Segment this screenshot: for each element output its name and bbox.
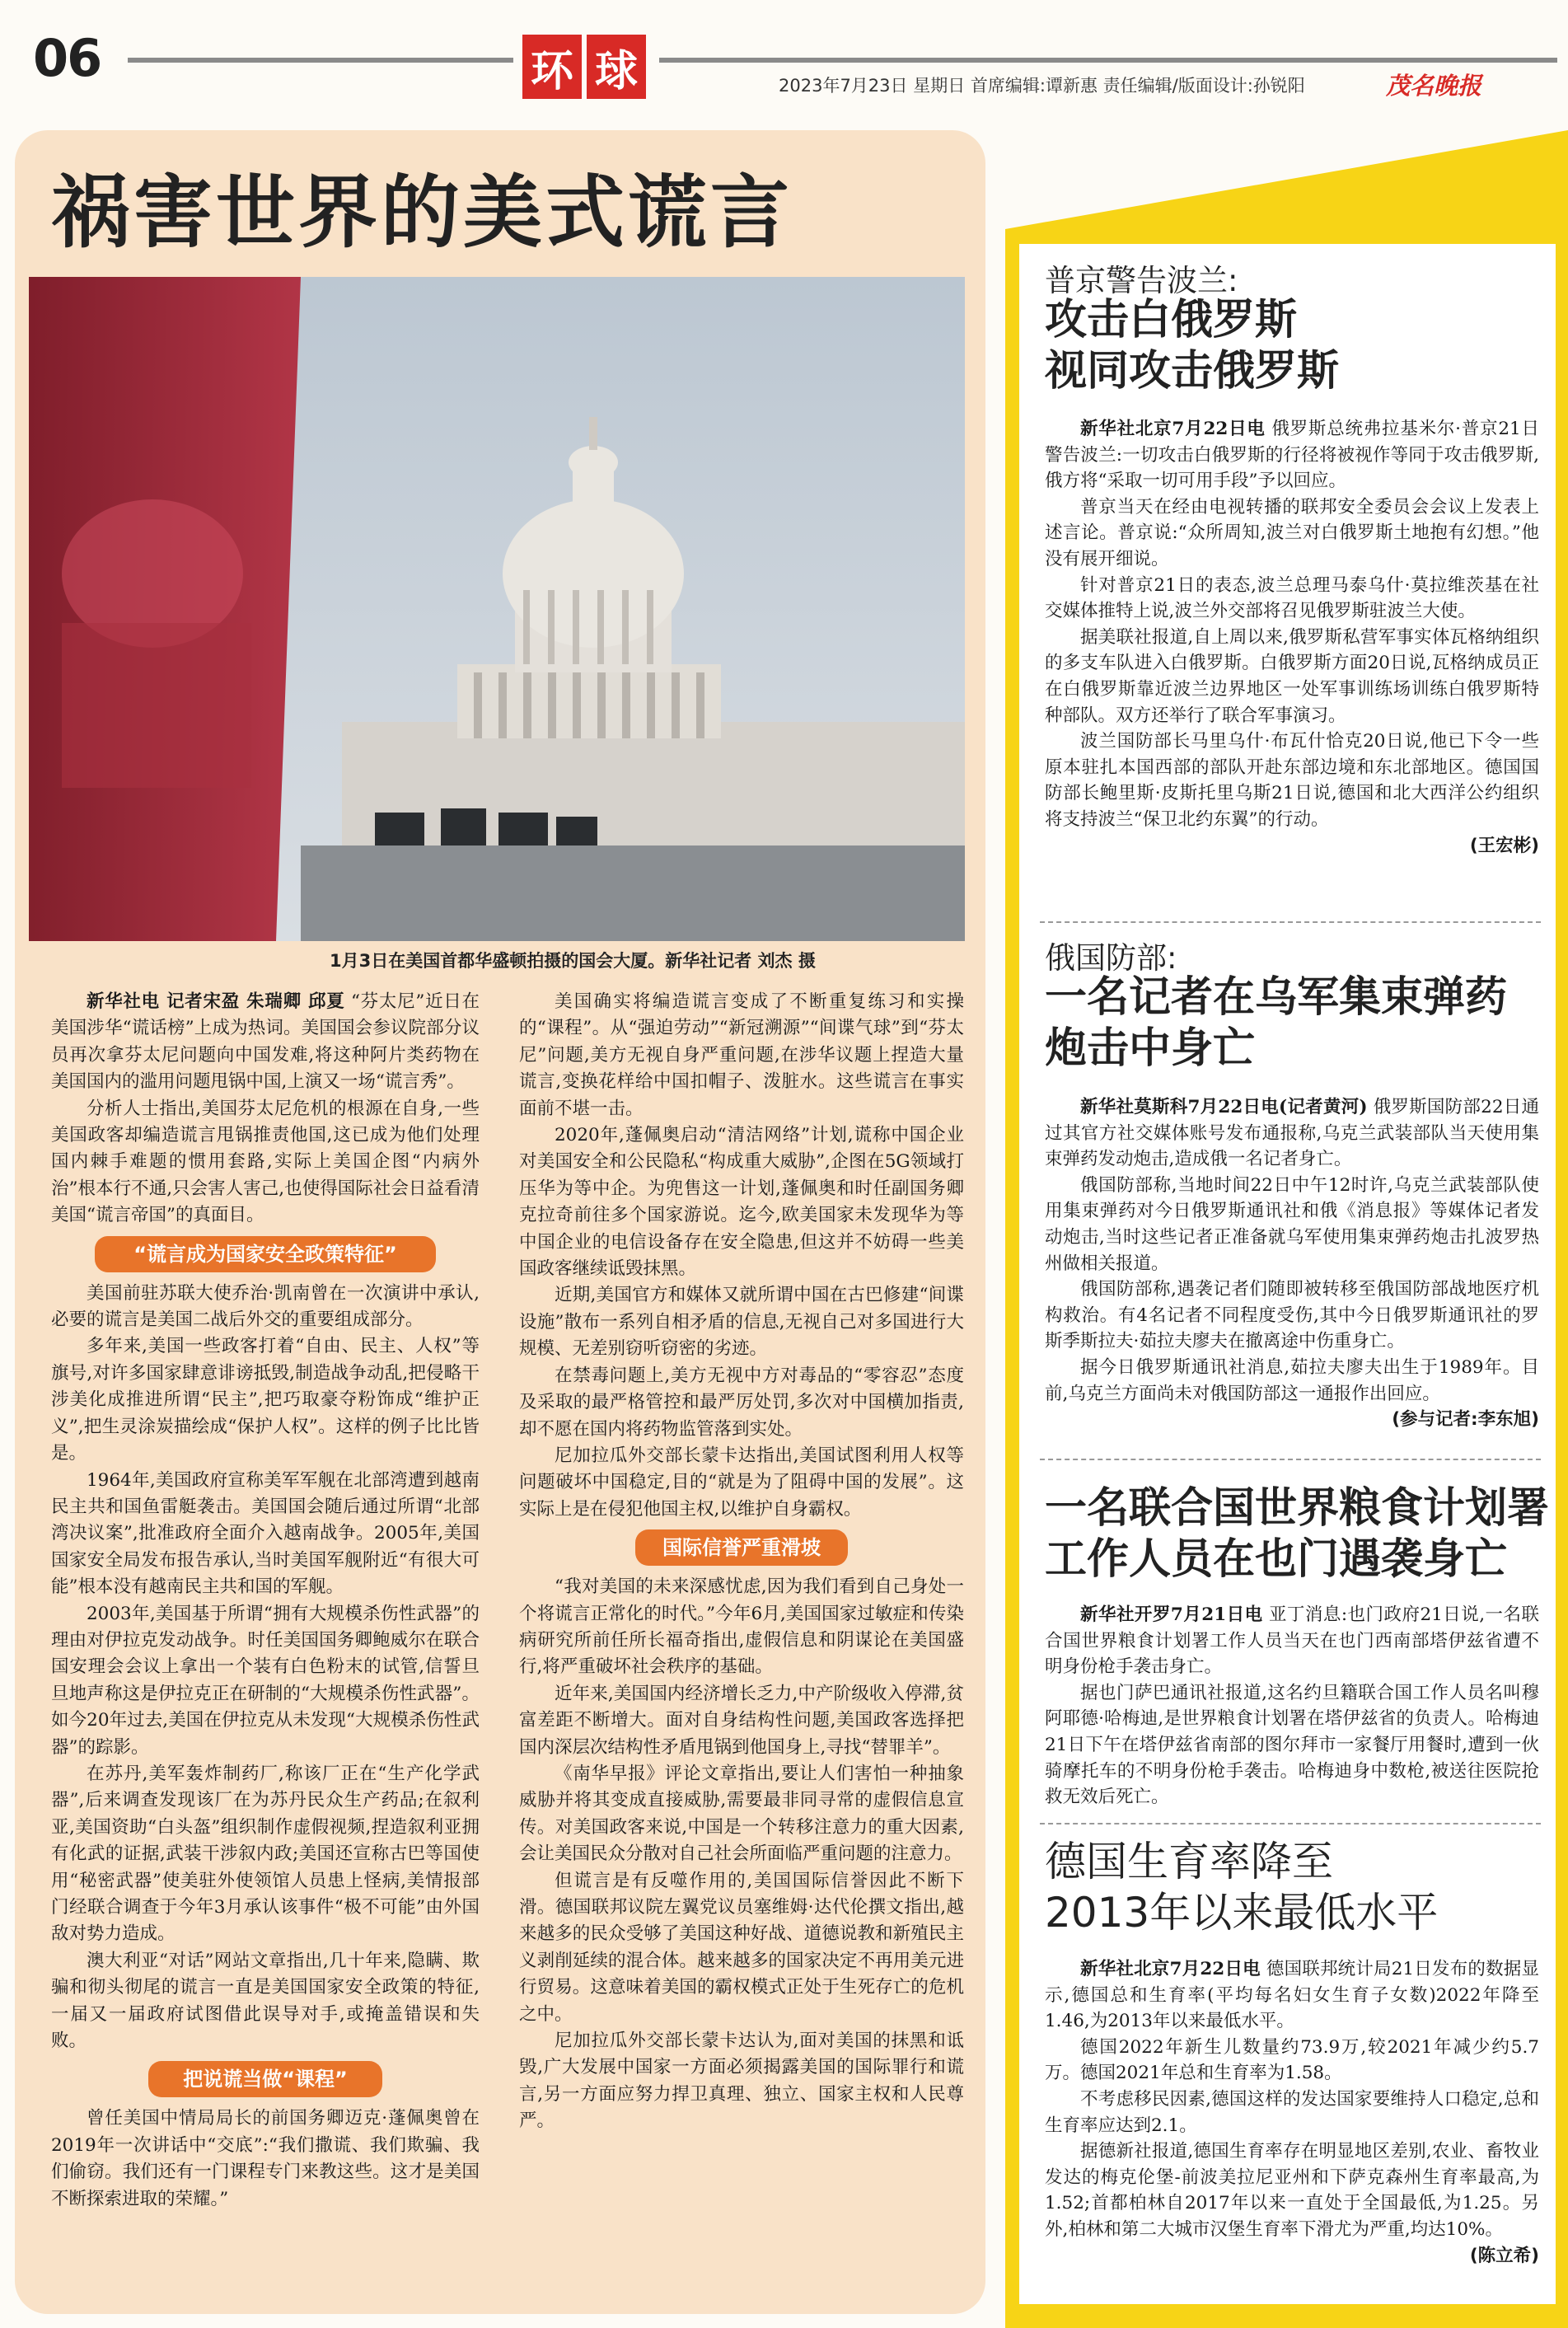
paragraph-text: 亚丁消息:也门政府21日说,一名联合国世界粮食计划署工作人员当天在也门西南部塔伊兹省遭不明身份枪手袭击身亡。: [1045, 1604, 1539, 1678]
story2-kicker: 俄国防部:: [1045, 940, 1177, 976]
article-paragraph: [51, 1761, 480, 1948]
story3-title-line2: 工作人员在也门遇袭身亡: [1045, 1535, 1508, 1584]
story1-title-line1: 攻击白俄罗斯: [1045, 296, 1298, 344]
paragraph-text: 在禁毒问题上,美方无视中方对毒品的“零容忍”态度及采取的最严格管控和最严厉处罚,多次对中国横加指责,却不愿在国内将药物监管落到实处。: [519, 1365, 964, 1440]
section-char-2: 球: [587, 35, 646, 99]
article-paragraph: [51, 989, 480, 1096]
article-paragraph: [519, 1868, 964, 2028]
paragraph-text: 1964年,美国政府宣称美军军舰在北部湾遭到越南民主共和国鱼雷艇袭击。美国国会随后通过所谓“北部湾决议案”,批准政府全面介入越南战争。2005年,美国国家安全局发布报告承认,当时美国军舰附近“有很大可能”根本没有越南民主共和国的军舰。: [51, 1469, 480, 1598]
paragraph-text: 俄罗斯国防部22日通过其官方社交媒体账号发布通报称,乌克兰武装部队当天使用集束弹药发动炮击,造成俄一名记者身亡。: [1045, 1097, 1539, 1170]
story-paragraph: [1045, 416, 1539, 494]
paragraph-text: “我对美国的未来深感忧虑,因为我们看到自己身处一个将谎言正常化的时代。”今年6月,美国国家过敏症和传染病研究所前任所长福奇指出,虚假信息和阴谋论在美国盛行,将严重破坏社会秩序的基础。: [519, 1576, 964, 1678]
article-paragraph: [51, 1948, 480, 2055]
story-paragraph: [1045, 1680, 1539, 1810]
story1-title-line2: 视同攻击俄罗斯: [1045, 347, 1340, 396]
story-divider: [1040, 1823, 1541, 1824]
paragraph-text: 俄国防部称,当地时间22日中午12时许,乌克兰武装部队使用集束弹药对今日俄罗斯通讯社和俄《消息报》等媒体记者发动炮击,当时这些记者正准备就乌军使用集束弹药炮击扎波罗热州做相关报道。: [1045, 1174, 1539, 1274]
paragraph-text: 不考虑移民因素,德国这样的发达国家要维持人口稳定,总和生育率应达到2.1。: [1045, 2088, 1539, 2136]
paragraph-text: 据今日俄罗斯通讯社消息,茹拉夫廖夫出生于1989年。目前,乌克兰方面尚未对俄国防部这一通报作出回应。: [1045, 1356, 1539, 1404]
story2-title-line1: 一名记者在乌军集束弹药: [1045, 973, 1508, 1022]
story2-body: [1045, 1094, 1539, 1433]
paragraph-text: 澳大利亚“对话”网站文章指出,几十年来,隐瞒、欺骗和彻头彻尾的谎言一直是美国国家安全政策的特征,一届又一届政府试图借此误导对手,或掩盖错误和失败。: [51, 1950, 480, 2052]
story3-title-line1: 一名联合国世界粮食计划署: [1045, 1484, 1550, 1533]
dateline: 2023年7月23日 星期日 首席编辑:谭新惠 责任编辑/版面设计:孙锐阳: [779, 76, 1305, 96]
article-paragraph: [51, 1281, 480, 1334]
story-paragraph: [1045, 573, 1539, 625]
story-paragraph: [1045, 1602, 1539, 1680]
article-paragraph: [519, 1443, 964, 1523]
article-paragraph: [519, 1122, 964, 1282]
story-divider: [1040, 921, 1541, 923]
article-paragraph: [51, 1601, 480, 1761]
subheading-bar: 国际信誉严重滑坡: [635, 1529, 848, 1566]
paragraph-text: 但谎言是有反噬作用的,美国国际信誉因此不断下滑。德国联邦议院左翼党议员塞维姆·达代伦撰文指出,越来越多的民众受够了美国这种好战、道德说教和新殖民主义剥削延续的混合体。越来越多的国家决定不再用美元进行贸易。这意味着美国的霸权模式正处于生死存亡的危机之中。: [519, 1870, 964, 2025]
paragraph-text: 尼加拉瓜外交部长蒙卡达认为,面对美国的抹黑和诋毁,广大发展中国家一方面必须揭露美国的国际罪行和谎言,另一方面应努力捍卫真理、独立、国家主权和人民尊严。: [519, 2031, 964, 2132]
article-paragraph: [519, 1574, 964, 1681]
story-paragraph: [1045, 1276, 1539, 1355]
story2-title-line2: 炮击中身亡: [1045, 1024, 1256, 1073]
story4-title-line2: 2013年以来最低水平: [1045, 1889, 1439, 1937]
story-byline: (陈立希): [1469, 2245, 1539, 2266]
story-paragraph: [1045, 2035, 1539, 2087]
subheading-bar: 把说谎当做“课程”: [148, 2061, 382, 2097]
paragraph-text: 德国2022年新生儿数量约73.9万,较2021年减少约5.7万。德国2021年总和生育率为1.58。: [1045, 2036, 1539, 2084]
story-paragraph: [1045, 494, 1539, 573]
story-byline: (参与记者:李东旭): [1392, 1409, 1539, 1431]
story-paragraph: [1045, 1094, 1539, 1173]
paragraph-text: 波兰国防部长马里乌什·布瓦什恰克20日说,他已下令一些原本驻扎本国西部的部队开赴东部边境和东北部地区。德国国防部长鲍里斯·皮斯托里乌斯21日说,德国和北大西洋公约组织将支持波兰“保卫北约东翼”的行动。: [1045, 731, 1539, 830]
dateline-lead: 新华社电 记者宋盈 朱瑞卿 邱夏: [87, 991, 345, 1012]
article-paragraph: [519, 989, 964, 1122]
article-paragraph: [51, 1096, 480, 1230]
story-divider: [1040, 1459, 1541, 1460]
article-paragraph: [519, 1681, 964, 1761]
main-headline: 祸害世界的美式谎言: [51, 166, 793, 259]
paragraph-text: 据美联社报道,自上周以来,俄罗斯私营军事实体瓦格纳组织的多支车队进入白俄罗斯。白俄罗斯方面20日说,瓦格纳成员正在白俄罗斯靠近波兰边界地区一处军事训练场训练白俄罗斯特种部队。双方还举行了联合军事演习。: [1045, 626, 1539, 726]
story3-body: [1045, 1602, 1539, 1810]
paragraph-text: 美国确实将编造谎言变成了不断重复练习和实操的“课程”。从“强迫劳动”“新冠溯源”“间谍气球”到“芬太尼”问题,美方无视自身严重问题,在涉华议题上捏造大量谎言,变换花样给中国扣帽子、泼脏水。这些谎言在事实面前不堪一击。: [519, 991, 964, 1119]
paragraph-text: 《南华早报》评论文章指出,要让人们害怕一种抽象威胁并将其变成直接威胁,需要最非同寻常的虚假信息宣传。对美国政客来说,中国是一个转移注意力的重大因素,会让美国民众分散对自己社会所面临严重问题的注意力。: [519, 1763, 964, 1865]
story1-body: [1045, 416, 1539, 859]
capitol-photo: [29, 277, 965, 941]
paragraph-text: 多年来,美国一些政客打着“自由、民主、人权”等旗号,对许多国家肆意诽谤抵毁,制造战争动乱,把侵略干涉美化成推进所谓“民主”,把巧取豪夺粉饰成“维护正义”,把生灵涂炭描绘成“保护人权”。这样的例子比比皆是。: [51, 1336, 480, 1464]
paragraph-text: 美国前驻苏联大使乔治·凯南曾在一次演讲中承认,必要的谎言是美国二战后外交的重要组成部分。: [51, 1282, 480, 1331]
story-paragraph: [1045, 1173, 1539, 1276]
article-paragraph: [519, 1363, 964, 1443]
story4-body: [1045, 1956, 1539, 2269]
article-paragraph: [519, 1761, 964, 1868]
article-paragraph: [51, 2106, 480, 2213]
newspaper-logo: 茂名晚报: [1386, 72, 1482, 100]
story-paragraph: [1045, 1355, 1539, 1407]
story4-title-line1: 德国生育率降至: [1045, 1838, 1333, 1885]
article-paragraph: [519, 2028, 964, 2135]
paragraph-text: 在苏丹,美军轰炸制药厂,称该厂正在“生产化学武器”,后来调查发现该厂在为苏丹民众生产药品;在叙利亚,美国资助“白头盔”组织制作虚假视频,捏造叙利亚拥有化武的证据,武装干涉叙内政;美国还宣称古巴等国使用“秘密武器”使美驻外使领馆人员患上怪病,美情报部门经联合调查于今年3月承认该事件“极不可能”由外国敌对势力造成。: [51, 1763, 480, 1945]
capitol-illustration: [29, 277, 965, 941]
paragraph-text: 俄国防部称,遇袭记者们随即被转移至俄国防部战地医疗机构救治。有4名记者不同程度受伤,其中今日俄罗斯通讯社的罗斯季斯拉夫·茹拉夫廖夫在撤离途中伤重身亡。: [1045, 1279, 1539, 1352]
paragraph-text: 分析人士指出,美国芬太尼危机的根源在自身,一些美国政客却编造谎言甩锅推责他国,这已成为他们处理国内棘手难题的惯用套路,实际上美国企图“内病外治”根本行不通,只会害人害己,也使得国际社会日益看清美国“谎言帝国”的真面目。: [51, 1098, 480, 1226]
story-byline: (王宏彬): [1469, 835, 1539, 856]
paragraph-text: 普京当天在经由电视转播的联邦安全委员会会议上发表上述言论。普京说:“众所周知,波兰对白俄罗斯土地抱有幻想。”他没有展开细说。: [1045, 496, 1539, 569]
article-paragraph: [51, 1468, 480, 1601]
article-paragraph: [51, 1333, 480, 1467]
paragraph-text: 据也门萨巴通讯社报道,这名约旦籍联合国工作人员名叫穆阿耶德·哈梅迪,是世界粮食计划署在塔伊兹省的负责人。哈梅迪21日下午在塔伊兹省南部的图尔拜市一家餐厅用餐时,遭到一伙骑摩托车的不明身份枪手袭击。哈梅迪身中数枪,被送往医院抢救无效后死亡。: [1045, 1682, 1539, 1808]
story-dateline: 新华社开罗7月21日电: [1080, 1604, 1263, 1625]
paragraph-text: 尼加拉瓜外交部长蒙卡达指出,美国试图利用人权等问题破坏中国稳定,目的“就是为了阻碍中国的发展”。这实际上是在侵犯他国主权,以维护自身霸权。: [519, 1445, 964, 1520]
paragraph-text: 俄罗斯总统弗拉基米尔·普京21日警告波兰:一切攻击白俄罗斯的行径将被视作等同于攻击俄罗斯,俄方将“采取一切可用手段”予以回应。: [1045, 419, 1539, 492]
paragraph-text: 据德新社报道,德国生育率存在明显地区差别,农业、畜牧业发达的梅克伦堡-前波美拉尼亚州和下萨克森州生育率最高,为1.52;首都柏林自2017年以来一直处于全国最低,为1.25。另外,柏林和第二大城市汉堡生育率下滑尤为严重,均达10%。: [1045, 2141, 1539, 2240]
subheading-bar: “谎言成为国家安全政策特征”: [95, 1236, 436, 1272]
story-dateline: 新华社北京7月22日电: [1080, 419, 1266, 439]
story-dateline: 新华社北京7月22日电: [1080, 1959, 1261, 1979]
paragraph-text: 近年来,美国国内经济增长乏力,中产阶级收入停滞,贫富差距不断增大。面对自身结构性问题,美国政客选择把国内深层次结构性矛盾甩锅到他国身上,寻找“替罪羊”。: [519, 1683, 964, 1758]
article-column-2: [519, 989, 964, 2135]
photo-caption: 1月3日在美国首都华盛顿拍摄的国会大厦。新华社记者 刘杰 摄: [330, 951, 816, 971]
story1-kicker: 普京警告波兰:: [1045, 263, 1238, 298]
paragraph-text: 曾任美国中情局局长的前国务卿迈克·蓬佩奥曾在2019年一次讲话中“交底”:“我们撒谎、我们欺骗、我们偷窃。我们还有一门课程专门来教这些。这才是美国不断探索进取的荣耀。”: [51, 2108, 480, 2209]
header-rule-left: [128, 58, 513, 63]
story-paragraph: [1045, 2138, 1539, 2242]
paragraph-text: “芬太尼”近日在美国涉华“谎话榜”上成为热词。美国国会参议院部分议员再次拿芬太尼问题向中国发难,将这种阿片类药物在美国国内的滥用问题甩锅中国,上演又一场“谎言秀”。: [51, 991, 480, 1093]
story-paragraph: [1045, 728, 1539, 832]
story-paragraph: [1045, 625, 1539, 728]
story-dateline: 新华社莫斯科7月22日电(记者黄河): [1080, 1097, 1368, 1117]
paragraph-text: 2020年,蓬佩奥启动“清洁网络”计划,谎称中国企业对美国安全和公民隐私“构成重大威胁”,企图在5G领域打压华为等中企。为兜售这一计划,蓬佩奥和时任副国务卿克拉奇前往多个国家游说。迄今,欧美国家未发现华为等中国企业的电信设备存在安全隐患,但这并不妨碍一些美国政客继续诋毁抹黑。: [519, 1125, 964, 1280]
article-column-1: [51, 989, 480, 2213]
paragraph-text: 2003年,美国基于所谓“拥有大规模杀伤性武器”的理由对伊拉克发动战争。时任美国国务卿鲍威尔在联合国安理会会议上拿出一个装有白色粉末的试管,信誓旦旦地声称这是伊拉克正在研制的“大规模杀伤性武器”。如今20年过去,美国在伊拉克从未发现“大规模杀伤性武器”的踪影。: [51, 1603, 480, 1758]
section-label: [522, 35, 646, 99]
header-rule-right: [659, 58, 1557, 63]
paragraph-text: 近期,美国官方和媒体又就所谓中国在古巴修建“间谍设施”散布一系列自相矛盾的信息,无视自己对多国进行大规模、无差别窃听窃密的劣迹。: [519, 1285, 964, 1360]
page-number: 06: [33, 28, 101, 88]
story-paragraph: [1045, 2087, 1539, 2138]
paragraph-text: 针对普京21日的表态,波兰总理马泰乌什·莫拉维茨基在社交媒体推特上说,波兰外交部将召见俄罗斯驻波兰大使。: [1045, 574, 1539, 622]
story-paragraph: [1045, 1956, 1539, 2035]
article-paragraph: [519, 1282, 964, 1362]
paragraph-text: 德国联邦统计局21日发布的数据显示,德国总和生育率(平均每名妇女生育子女数)2022年降至1.46,为2013年以来最低水平。: [1045, 1959, 1539, 2032]
section-char-1: 环: [522, 35, 582, 99]
